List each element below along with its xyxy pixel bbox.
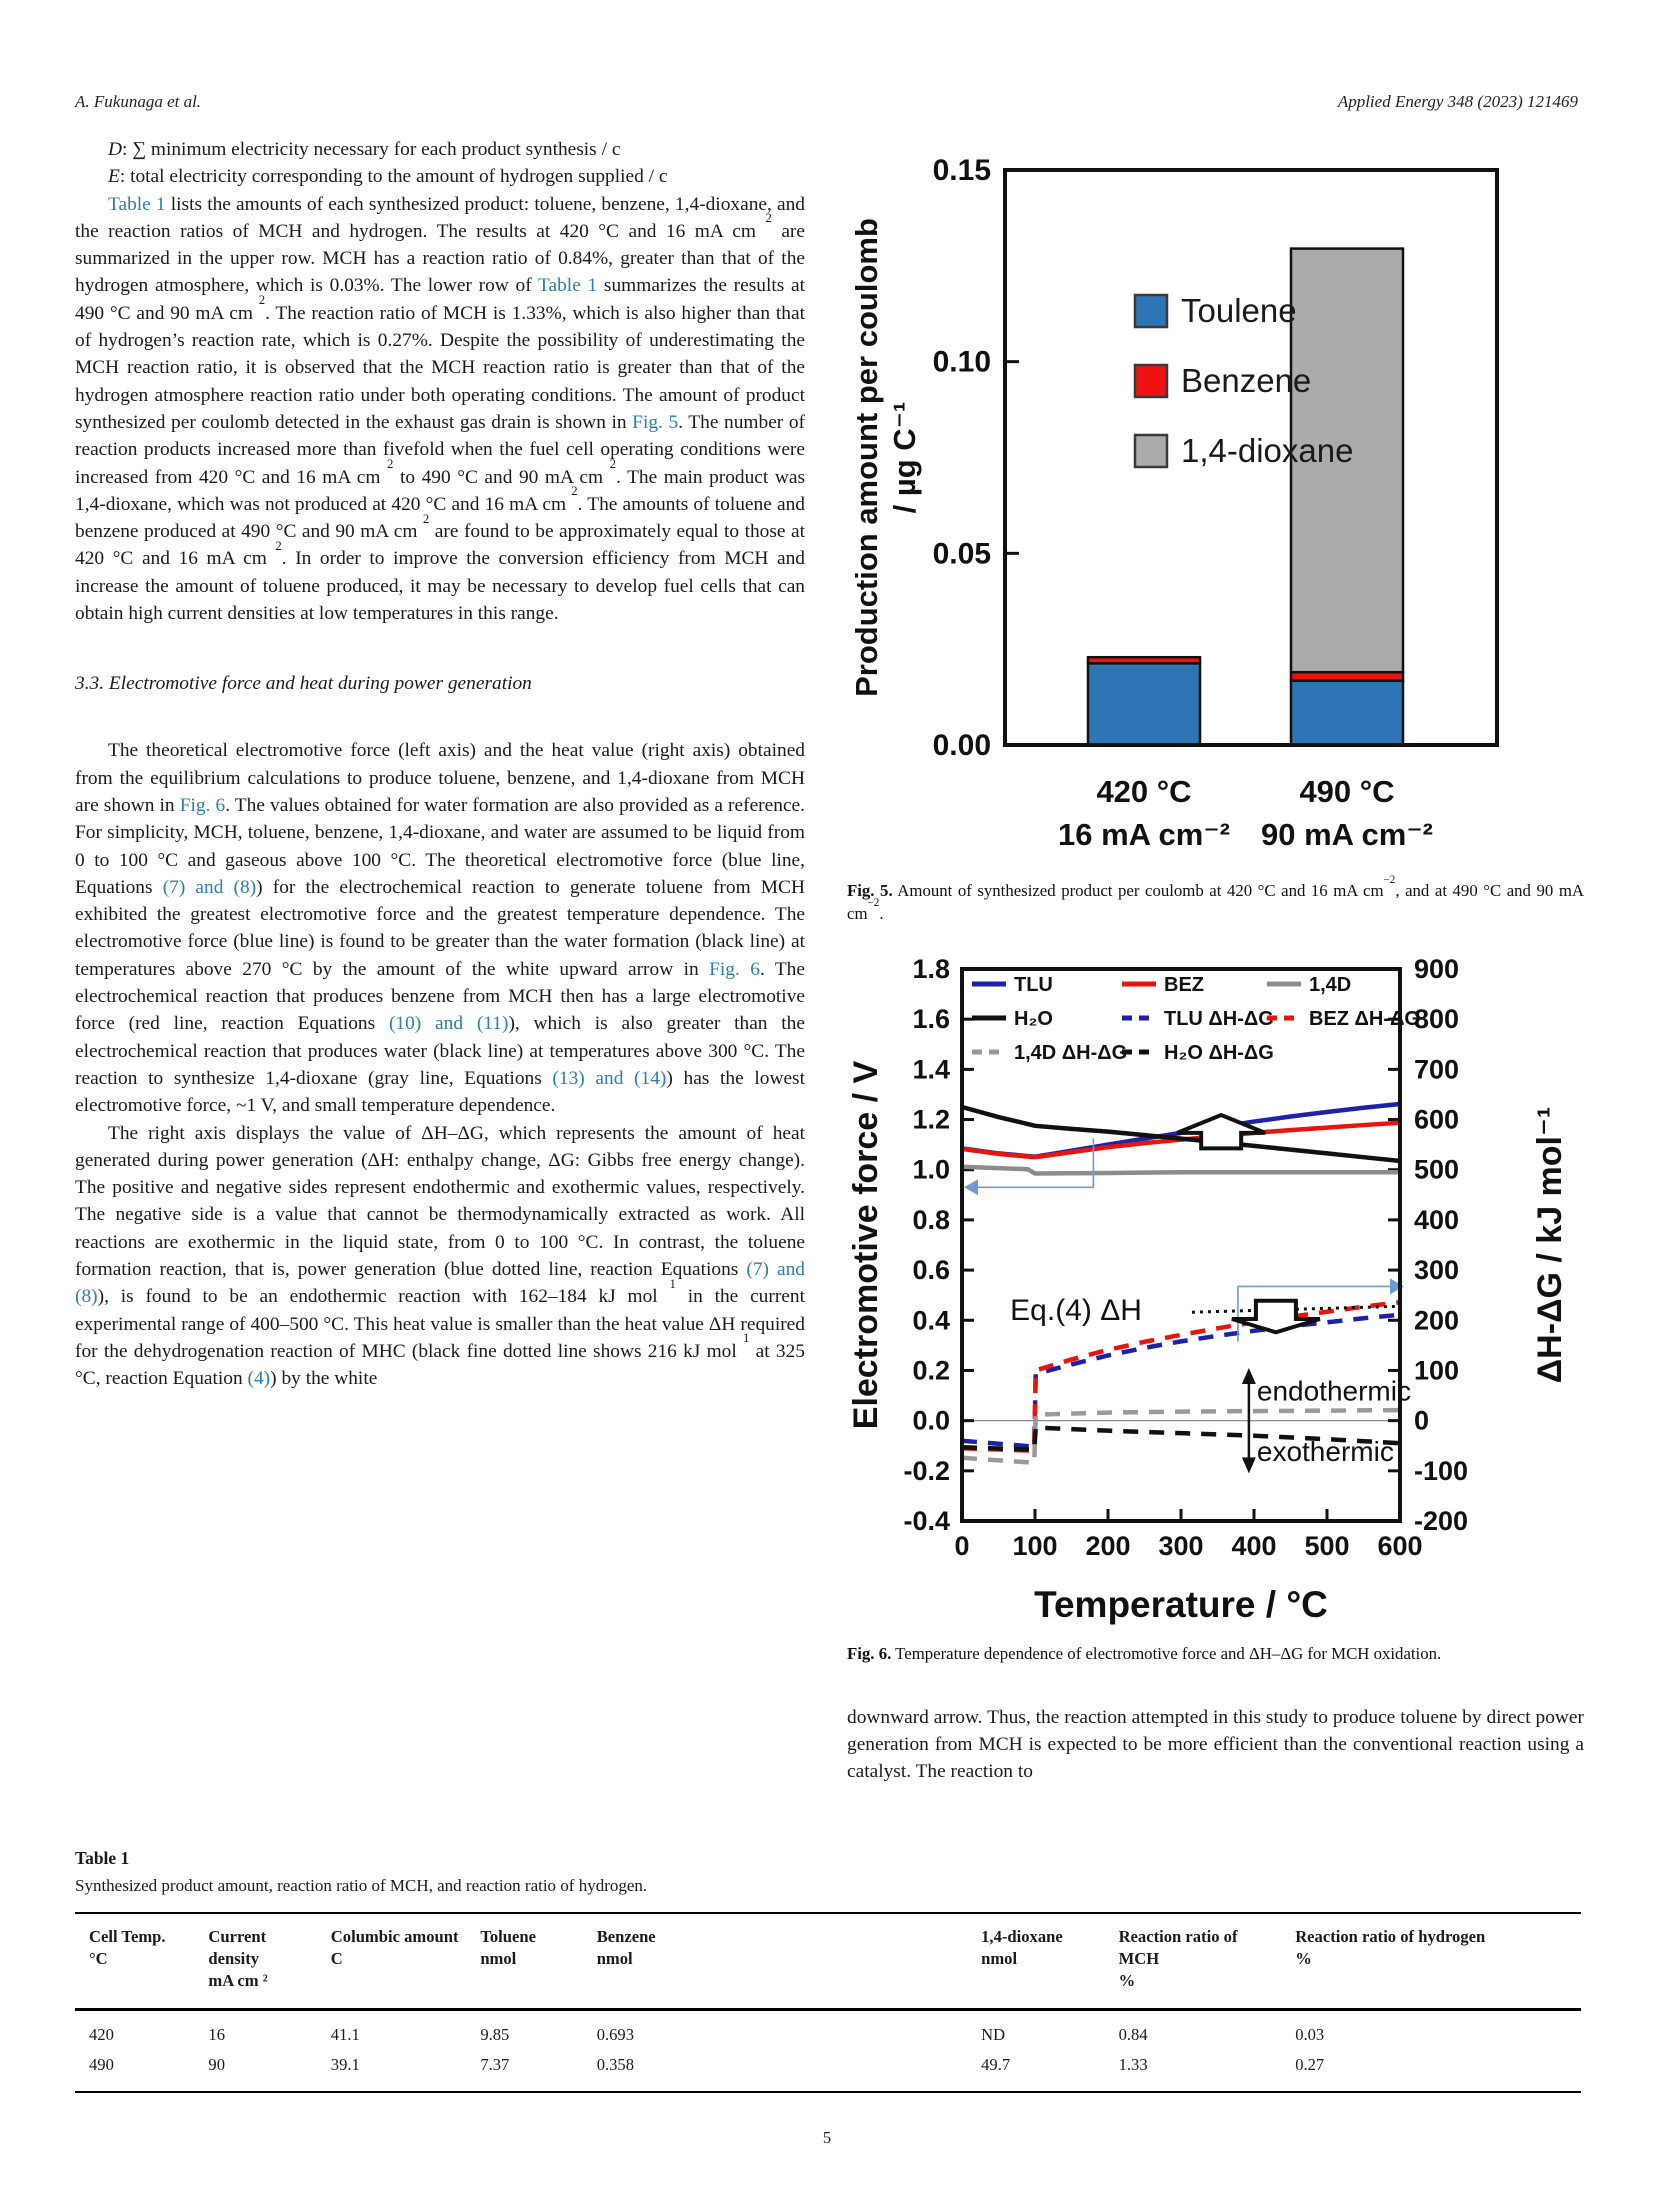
table1-cell: 1.33 (1118, 2055, 1148, 2074)
y-tick-label: 0.05 (932, 537, 991, 571)
legend-label: BEZ (1164, 974, 1204, 997)
table1-header-cell: Cell Temp. °C (75, 1913, 194, 2010)
table1-row (75, 2050, 1581, 2092)
left-y-axis-title: Electromotive force / V (847, 1060, 885, 1430)
table1-header-cell: 1,4-dioxane nmol (967, 1913, 1104, 2010)
left-tick-label: 0.8 (912, 1205, 950, 1236)
left-tick-label: 0.4 (912, 1305, 950, 1336)
legend-label: H₂O ΔH-ΔG (1164, 1042, 1274, 1065)
arrowhead-up (1242, 1368, 1256, 1384)
table1-cell: 49.7 (981, 2055, 1011, 2074)
exothermic-label: exothermic (1256, 1435, 1394, 1467)
table1-cell: 90 (208, 2055, 225, 2074)
table1-cell: 490 (89, 2055, 114, 2074)
x-tick-label: 500 (1304, 1531, 1350, 1562)
legend-label: BEZ ΔH-ΔG (1309, 1008, 1420, 1031)
table1-cell: 0.27 (1295, 2055, 1325, 2074)
y-tick-label: 0.00 (932, 729, 991, 762)
legend-label: 1,4D ΔH-ΔG (1014, 1042, 1128, 1065)
left-tick-label: 1.8 (912, 959, 950, 985)
table1 (75, 1912, 1581, 2093)
x-category-label: 16 mA cm⁻² (1058, 817, 1230, 852)
table1-header-cell: Current density mA cm ² (194, 1913, 316, 2010)
left-tick-label: 0.2 (912, 1355, 950, 1386)
left-tick-label: 0.0 (912, 1405, 950, 1436)
italic-text: E (107, 166, 120, 188)
table1-cell: 16 (208, 2025, 225, 2044)
right-tick-label: -100 (1414, 1456, 1469, 1487)
right-tick-label: 400 (1414, 1205, 1460, 1236)
left-tick-label: 1.4 (912, 1054, 950, 1085)
arrowhead-down (1242, 1458, 1256, 1474)
right-column (847, 96, 1584, 1786)
left-column (75, 136, 805, 1392)
table1-cell: ND (981, 2025, 1006, 2044)
left-tick-label: 1.6 (912, 1004, 950, 1035)
table1-header-cell: Reaction ratio of MCH % (1105, 1913, 1282, 2010)
x-tick-label: 400 (1231, 1531, 1277, 1562)
citation-link[interactable]: Fig. 6 (709, 958, 760, 980)
section-heading-3-3: 3.3. Electromotive force and heat during power generation (75, 673, 532, 695)
x-category-label: 90 mA cm⁻² (1261, 817, 1433, 852)
superscript: 2 (609, 457, 617, 472)
right-tick-label: 500 (1414, 1154, 1460, 1185)
legend-label: 1,4-dioxane (1181, 432, 1354, 469)
eq4-dh-label: Eq.(4) ΔH (1010, 1294, 1142, 1328)
definition-d: D: ∑ minimum electricity necessary for each product synthesis / c (107, 139, 621, 160)
legend-label: H₂O (1014, 1008, 1053, 1031)
right-tick-label: 100 (1414, 1355, 1460, 1386)
x-tick-label: 100 (1012, 1531, 1058, 1562)
y-axis-title: / µg C⁻¹ (887, 401, 922, 514)
legend-label: 1,4D (1309, 974, 1352, 997)
citation-link[interactable]: (10) and (11) (388, 1013, 509, 1035)
definition-e: E: total electricity corresponding to the amount of hydrogen supplied / c (107, 166, 668, 188)
x-axis-title: Temperature / °C (1034, 1584, 1328, 1626)
x-tick-label: 300 (1158, 1531, 1204, 1562)
fig6-legend (972, 974, 1420, 1064)
superscript: 2 (571, 484, 578, 499)
table1-cell: 0.358 (596, 2055, 635, 2074)
series-1,4D (962, 1167, 1400, 1174)
paragraph-heat-value: The right axis displays the value of ΔH–ΔG, which represents the amount of heat generated during power generation (ΔH: enthalpy change, ΔG: Gibbs free energy change). The positive and negative sides represent endothermic and exothermic values, respectively. The negative side is a value that cannot be thermodynamically extracted as work. All reactions are exothermic in the liquid state, from 0 to 100 °C. In contrast, the toluene formation reaction, that is, power generation (blue dotted line, reaction Equations (7) and (8)), is found to be an endothermic reaction with 162–184 kJ mol $^1$ in the current experimental range of 400–500 °C. This heat value is smaller than the heat value ΔH required for the dehydrogenation reaction of MHC (black fine dotted line shows 216 kJ mol $^1$ at 325 °C, reaction Equation (4)) by the white (75, 1122, 805, 1390)
citation-link[interactable]: Fig. 6 (179, 794, 226, 816)
endothermic-label: endothermic (1256, 1375, 1411, 1407)
y-tick-label: 0.15 (932, 154, 991, 187)
paragraph-downward-arrow: downward arrow. Thus, the reaction attempted in this study to produce toluene by direct power generation from MCH is expected to be more efficient than the conventional reaction using a catalyst. The reaction to (847, 1706, 1584, 1783)
table1-cell: 39.1 (330, 2055, 360, 2074)
superscript: 2 (765, 211, 772, 226)
left-tick-label: -0.4 (903, 1506, 950, 1537)
fig5-caption: Fig. 5. Amount of synthesized product per coulomb at 420 °C and 16 mA $cm^{-2}$, and at 490 °C and 90 mA $cm^{-2}$. (847, 874, 1585, 923)
superscript: 2 (387, 457, 394, 472)
table1-cell: 9.85 (480, 2025, 510, 2044)
table1-cell: 0.03 (1295, 2025, 1325, 2044)
left-tick-label: 1.2 (912, 1104, 950, 1135)
journal-reference: Applied Energy 348 (2023) 121469 (1337, 92, 1578, 111)
bold-text: Fig. 5. (847, 881, 893, 900)
bar-segment-Toulene (1088, 663, 1200, 745)
citation-link[interactable]: (7) and (8) (162, 876, 257, 898)
bar-segment-Benzene (1291, 672, 1403, 680)
right-tick-label: 300 (1414, 1255, 1460, 1286)
legend-swatch-Toulene (1135, 295, 1167, 327)
right-tick-label: 700 (1414, 1054, 1460, 1085)
citation-link[interactable]: Fig. 5 (632, 411, 679, 433)
fig5-plot (933, 154, 1497, 852)
table1-cell: 41.1 (330, 2025, 360, 2044)
table1-cell: 7.37 (480, 2055, 510, 2074)
right-tick-label: 800 (1414, 1004, 1460, 1035)
legend-label: TLU (1014, 974, 1053, 997)
x-tick-label: 0 (954, 1531, 970, 1562)
table1-caption: Synthesized product amount, reaction ratio of MCH, and reaction ratio of hydrogen. (75, 1876, 648, 1895)
legend-label: TLU ΔH-ΔG (1164, 1008, 1274, 1031)
bar-segment-Toulene (1291, 681, 1403, 745)
legend-swatch-1,4-dioxane (1135, 435, 1167, 467)
fig5-stacked-bar-chart (847, 96, 1584, 864)
table1-row (75, 2010, 1581, 2051)
right-tick-label: 0 (1414, 1405, 1430, 1436)
table1-section (75, 1848, 1581, 2093)
superscript: 1 (669, 1276, 676, 1291)
x-tick-label: 200 (1085, 1531, 1131, 1562)
legend-label: Benzene (1181, 362, 1312, 399)
bar-segment-Benzene (1088, 657, 1200, 663)
table1-cell: 0.693 (596, 2025, 635, 2044)
x-category-label: 490 °C (1299, 774, 1395, 809)
fig6-caption: Fig. 6. Temperature dependence of electromotive force and ΔH–ΔG for MCH oxidation. (847, 1644, 1442, 1664)
left-tick-label: 1.0 (912, 1154, 950, 1185)
table1-header-cell: Reaction ratio of hydrogen % (1281, 1913, 1581, 2010)
superscript: −2 (1383, 874, 1396, 887)
right-y-axis-title: ΔH-ΔG / kJ mol⁻¹ (1531, 1106, 1569, 1384)
y-tick-label: 0.10 (932, 345, 991, 379)
table1-header-cell: Benzene nmol (583, 1913, 967, 2010)
citation-link[interactable]: Table 1 (107, 193, 166, 215)
superscript: 2 (422, 511, 430, 526)
superscript: 1 (743, 1331, 750, 1346)
running-author: A. Fukunaga et al. (75, 92, 202, 111)
superscript: 2 (258, 293, 266, 308)
citation-link[interactable]: (7) and (8) (75, 1258, 805, 1308)
legend-label: Toulene (1181, 292, 1297, 329)
right-tick-label: 600 (1414, 1104, 1460, 1135)
superscript: 2 (275, 538, 282, 553)
bold-text: Fig. 6. (847, 1644, 892, 1664)
left-axis-pointer (968, 1139, 1093, 1188)
table1-cell: 0.84 (1118, 2025, 1148, 2044)
left-tick-label: -0.2 (903, 1456, 950, 1487)
table1-header-row (75, 1913, 1581, 2010)
paragraph-electromotive: The theoretical electromotive force (left axis) and the heat value (right axis) obtained from the equilibrium calculations to produce toluene, benzene, and 1,4-dioxane from MCH are shown in Fig. 6. The values obtained for water formation are also provided as a reference. For simplicity, MCH, toluene, benzene, 1,4-dioxane, and water are assumed to be liquid from 0 to 100 °C and gaseous above 100 °C. The theoretical electromotive force (blue line, Equations (7) and (8)) for the electrochemical reaction to generate toluene from MCH exhibited the greatest electromotive force and the greatest temperature dependence. The electromotive force (blue line) is found to be greater than the water formation (black line) at temperatures above 270 °C by the amount of the white upward arrow in Fig. 6. The electrochemical reaction that produces benzene from MCH then has a large electromotive force (red line, reaction Equations (10) and (11)), which is also greater than the electrochemical reaction that produces water (black line) at temperatures above 300 °C. The reaction to synthesize 1,4-dioxane (gray line, Equations (13) and (14)) has the lowest electromotive force, ~1 V, and small temperature dependence. (75, 740, 805, 1117)
citation-link[interactable]: (4) (247, 1368, 271, 1390)
italic-text: D (107, 139, 122, 160)
superscript: −2 (867, 896, 880, 909)
left-arrowhead (964, 1179, 978, 1195)
left-tick-label: 0.6 (912, 1255, 950, 1286)
right-tick-label: -200 (1414, 1506, 1469, 1537)
fig6-line-chart (847, 959, 1584, 1635)
legend-swatch-Benzene (1135, 365, 1167, 397)
table1-title: Table 1 (75, 1848, 130, 1868)
y-axis-title: Production amount per coulomb (849, 218, 884, 697)
paragraph-results: Table 1 lists the amounts of each synthesized product: toluene, benzene, 1,4-dioxane, and the reaction ratios of MCH and hydrogen. The results at 420 °C and 16 mA cm $^2$ are summarized in the upper row. MCH has a reaction ratio of 0.84%, greater than that of the hydrogen atmosphere, which is 0.03%. The lower row of Table 1 summarizes the results at 490 °C and 90 mA cm $^2$. The reaction ratio of MCH is 1.33%, which is also higher than that of hydrogen’s reaction rate, which is 0.27%. Despite the possibility of underestimating the MCH reaction ratio, it is observed that the MCH reaction ratio is greater than that of the hydrogen atmosphere reaction ratio under both operating conditions. The amount of product synthesized per coulomb detected in the exhaust gas drain is shown in Fig. 5. The number of reaction products increased more than fivefold when the fuel cell operating conditions were increased from 420 °C and 16 mA cm $^2$ to 490 °C and 90 mA cm $^2$. The main product was 1,4-dioxane, which was not produced at 420 °C and 16 mA cm $^2$. The amounts of toluene and benzene produced at 490 °C and 90 mA cm $^2$ are found to be approximately equal to those at 420 °C and 16 mA cm $^2$. In order to improve the conversion efficiency from MCH and increase the amount of toluene produced, it may be necessary to develop fuel cells that can obtain high current densities at low temperatures in this range. (75, 193, 806, 625)
page-number: 5 (822, 2128, 832, 2147)
citation-link[interactable]: (13) and (14) (552, 1067, 667, 1089)
table1-header-cell: Columbic amount C (317, 1913, 467, 2010)
right-tick-label: 900 (1414, 959, 1460, 985)
x-tick-label: 600 (1377, 1531, 1423, 1562)
citation-link[interactable]: Table 1 (538, 275, 598, 297)
right-tick-label: 200 (1414, 1305, 1460, 1336)
table1-cell: 420 (89, 2025, 114, 2044)
x-category-label: 420 °C (1096, 774, 1192, 809)
table1-header-cell: Toluene nmol (466, 1913, 582, 2010)
